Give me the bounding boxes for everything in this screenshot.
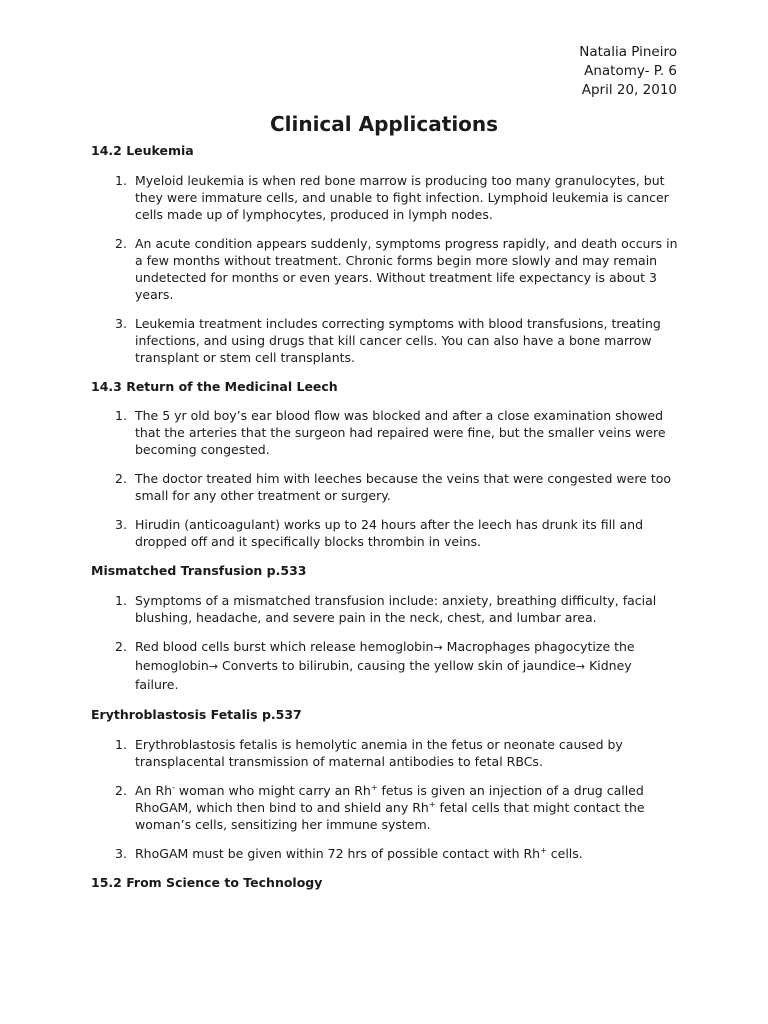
item-text: Myeloid leukemia is when red bone marrow is producing too many granulocytes, but they were immature cells, and unable to fight infection. Lymphoid leukemia is cancer cells made up of lymphocytes, produced in lymph nodes. xyxy=(135,173,669,222)
list-item xyxy=(91,470,679,504)
list-item xyxy=(91,845,679,862)
arrow-icon: → xyxy=(575,660,586,673)
course-label: Anatomy- P. 6 xyxy=(584,63,677,79)
item-number: 3. xyxy=(115,316,127,331)
list-item xyxy=(91,782,679,833)
numbered-list xyxy=(91,172,679,366)
list-item xyxy=(91,638,679,694)
document-header xyxy=(579,43,677,100)
numbered-list xyxy=(91,736,679,862)
section-heading: Mismatched Transfusion p.533 xyxy=(91,563,307,578)
section-heading: Erythroblastosis Fetalis p.537 xyxy=(91,707,302,722)
item-number: 2. xyxy=(115,236,127,251)
item-number: 1. xyxy=(115,593,127,608)
item-number: 1. xyxy=(115,173,127,188)
item-number: 2. xyxy=(115,639,127,654)
page-title: Clinical Applications xyxy=(269,112,499,136)
item-text: An Rh- woman who might carry an Rh+ fetus is given an injection of a drug called RhoGAM, which then bind to and shield any Rh+ fetal cells that might contact the woman’s cells, sensitizing her immune system. xyxy=(135,783,645,832)
item-text: RhoGAM must be given within 72 hrs of possible contact with Rh+ cells. xyxy=(135,846,583,861)
document-date: April 20, 2010 xyxy=(581,82,677,98)
item-text: An acute condition appears suddenly, symptoms progress rapidly, and death occurs in a few months without treatment. Chronic forms begin more slowly and may remain undetected for months or even years. Without treatment life expectancy is about 3 years. xyxy=(135,236,678,302)
item-number: 3. xyxy=(115,846,127,861)
section-heading: 14.2 Leukemia xyxy=(91,143,194,158)
section-heading: 14.3 Return of the Medicinal Leech xyxy=(91,379,338,394)
item-text: Hirudin (anticoagulant) works up to 24 hours after the leech has drunk its fill and dropped off and it specifically blocks thrombin in veins. xyxy=(135,517,644,549)
list-item xyxy=(91,407,679,458)
item-text: Symptoms of a mismatched transfusion include: anxiety, breathing difficulty, facial blushing, headache, and severe pain in the neck, chest, and lumbar area. xyxy=(135,593,657,625)
item-text: Leukemia treatment includes correcting symptoms with blood transfusions, treating infections, and using drugs that kill cancer cells. You can also have a bone marrow transplant or stem cell transplants. xyxy=(135,316,661,365)
item-number: 2. xyxy=(115,783,127,798)
item-text: Erythroblastosis fetalis is hemolytic anemia in the fetus or neonate caused by transplacental transmission of maternal antibodies to fetal RBCs. xyxy=(135,737,623,769)
list-item xyxy=(91,736,679,770)
item-text: The doctor treated him with leeches because the veins that were congested were too small for any other treatment or surgery. xyxy=(135,471,672,503)
section-heading: 15.2 From Science to Technology xyxy=(91,875,323,890)
item-number: 1. xyxy=(115,408,127,423)
document-body xyxy=(91,142,679,891)
list-item xyxy=(91,315,679,366)
item-text: Red blood cells burst which release hemoglobin→ Macrophages phagocytize the hemoglobin→ Converts to bilirubin, causing the yellow skin of jaundice→ Kidney failure. xyxy=(135,639,635,692)
list-item xyxy=(91,172,679,223)
numbered-list xyxy=(91,592,679,694)
item-number: 3. xyxy=(115,517,127,532)
arrow-icon: → xyxy=(208,660,219,673)
item-number: 1. xyxy=(115,737,127,752)
author-name: Natalia Pineiro xyxy=(579,44,677,60)
list-item xyxy=(91,235,679,303)
arrow-icon: → xyxy=(433,641,443,654)
item-number: 2. xyxy=(115,471,127,486)
list-item xyxy=(91,516,679,550)
list-item xyxy=(91,592,679,626)
item-text: The 5 yr old boy’s ear blood flow was blocked and after a close examination showed that the arteries that the surgeon had repaired were fine, but the smaller veins were becoming congested. xyxy=(135,408,666,457)
numbered-list xyxy=(91,407,679,550)
